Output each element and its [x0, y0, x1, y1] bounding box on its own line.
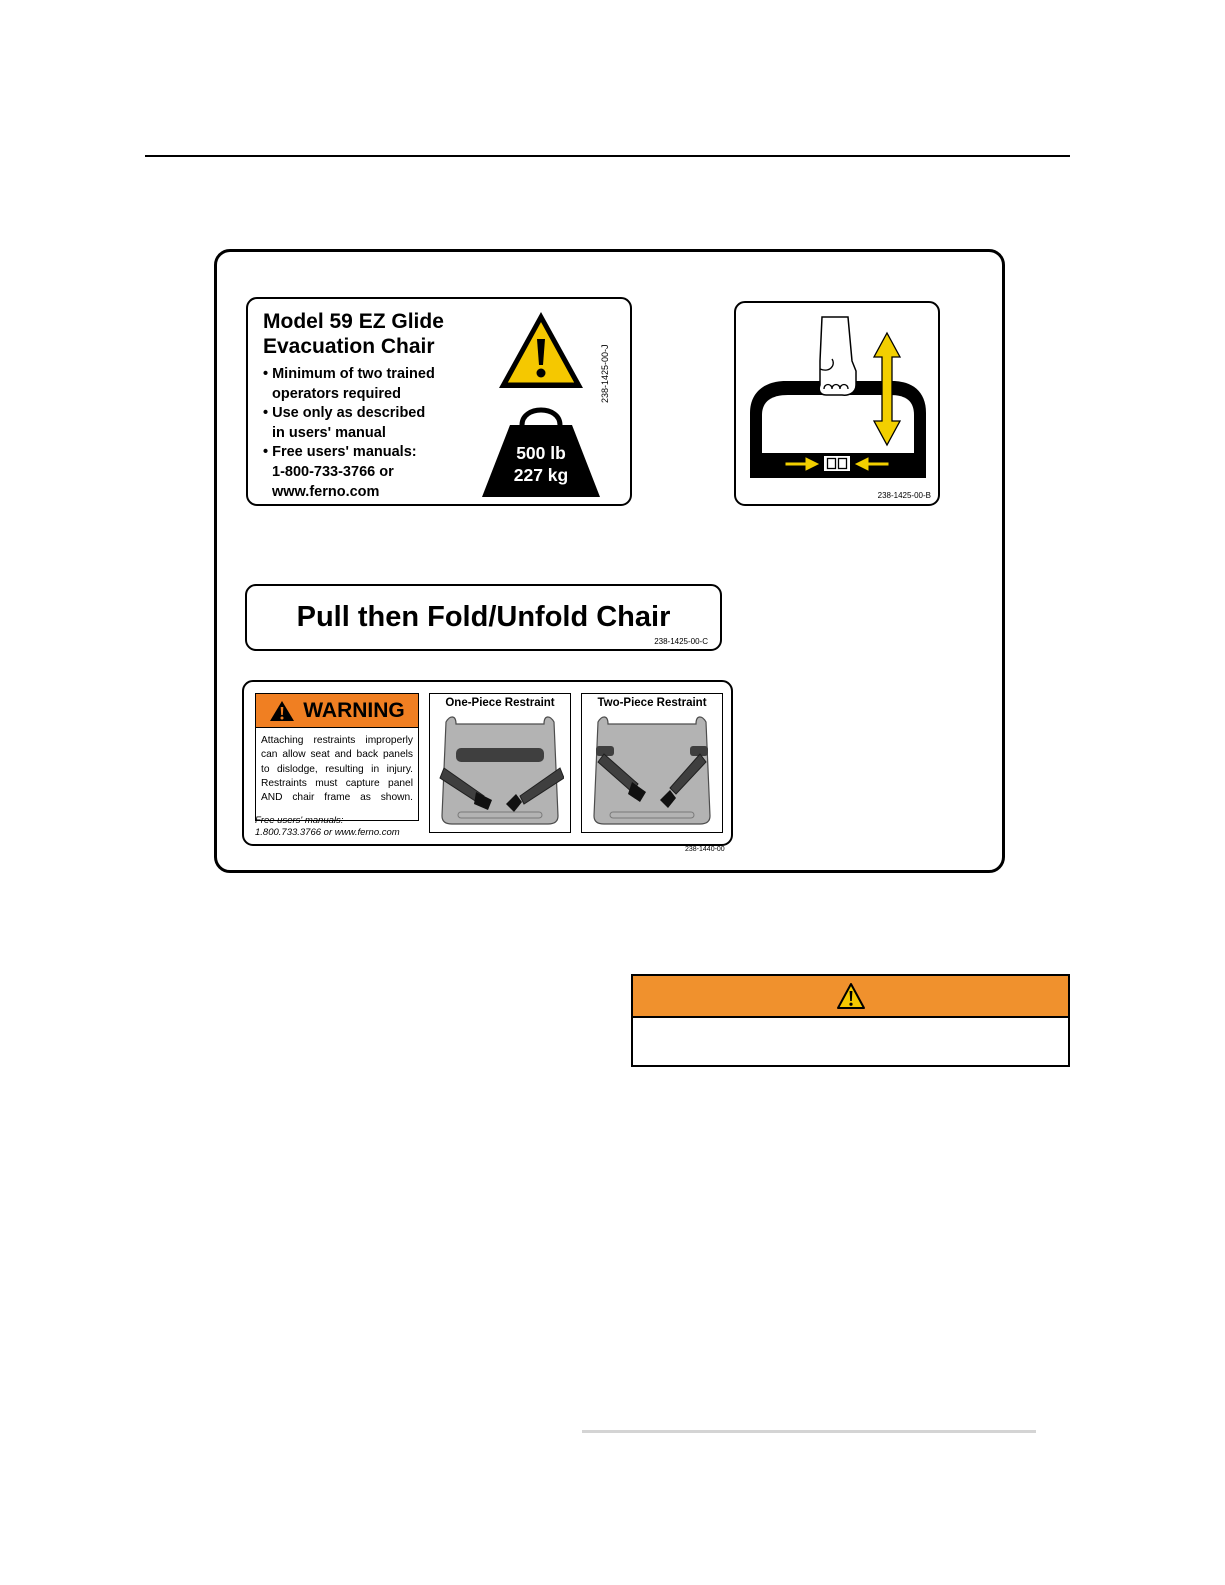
- manuals-note: Free users' manuals: 1.800.733.3766 or www.ferno.com: [255, 815, 400, 838]
- warning-header: [256, 694, 418, 728]
- bullet-line: • Minimum of two trained: [263, 366, 435, 382]
- model-label: [246, 297, 632, 506]
- hand-icon: [819, 317, 856, 395]
- warning-title: WARNING: [303, 698, 405, 722]
- panel-title: Two-Piece Restraint: [597, 697, 707, 709]
- bullet-line: operators required: [272, 385, 401, 402]
- warning-triangle-icon: [269, 700, 295, 722]
- panel-title: One-Piece Restraint: [445, 697, 555, 709]
- bullet-line: • Use only as described: [263, 405, 426, 422]
- one-piece-restraint-panel: [429, 693, 571, 833]
- warning-text: Attaching restraints improperly can allow seat and back panels to dislodge, resulting in injury. Restraints must capture panel AND chair frame as shown.: [261, 735, 413, 804]
- bullet-line: in users' manual: [272, 424, 386, 441]
- model-title: Model 59 EZ Glide Evacuation Chair: [263, 310, 444, 358]
- footer-rule: [582, 1430, 1036, 1433]
- two-piece-restraint-panel: [581, 693, 723, 833]
- caution-header: [633, 976, 1068, 1018]
- fold-instruction: Pull then Fold/Unfold Chair: [296, 601, 671, 633]
- caution-box: [631, 974, 1070, 1067]
- label-code: 238-1425-00-B: [877, 491, 931, 500]
- two-piece-restraint-illustration: [588, 716, 716, 828]
- fold-label: [245, 584, 722, 651]
- bullet-line: • Free users' manuals:: [263, 444, 417, 461]
- restraint-warning-label: [242, 680, 733, 846]
- header-rule: [145, 155, 1070, 157]
- handle-label: [734, 301, 940, 506]
- handle-pictogram: [736, 303, 942, 508]
- label-code: 238-1425-00-J: [600, 344, 610, 403]
- caution-triangle-icon: [836, 982, 866, 1010]
- model-bullets: [263, 365, 435, 502]
- bullet-line: 1-800-733-3766 or: [272, 463, 394, 480]
- hazard-triangle-icon: [497, 309, 585, 391]
- weight-capacity: 500 lb 227 kg: [513, 443, 569, 485]
- label-code: 238-1425-00-C: [654, 637, 708, 646]
- warning-box: [255, 693, 419, 821]
- label-code: 238-1440-00: [685, 846, 725, 853]
- bullet-line: www.ferno.com: [272, 483, 380, 500]
- one-piece-restraint-illustration: [436, 716, 564, 828]
